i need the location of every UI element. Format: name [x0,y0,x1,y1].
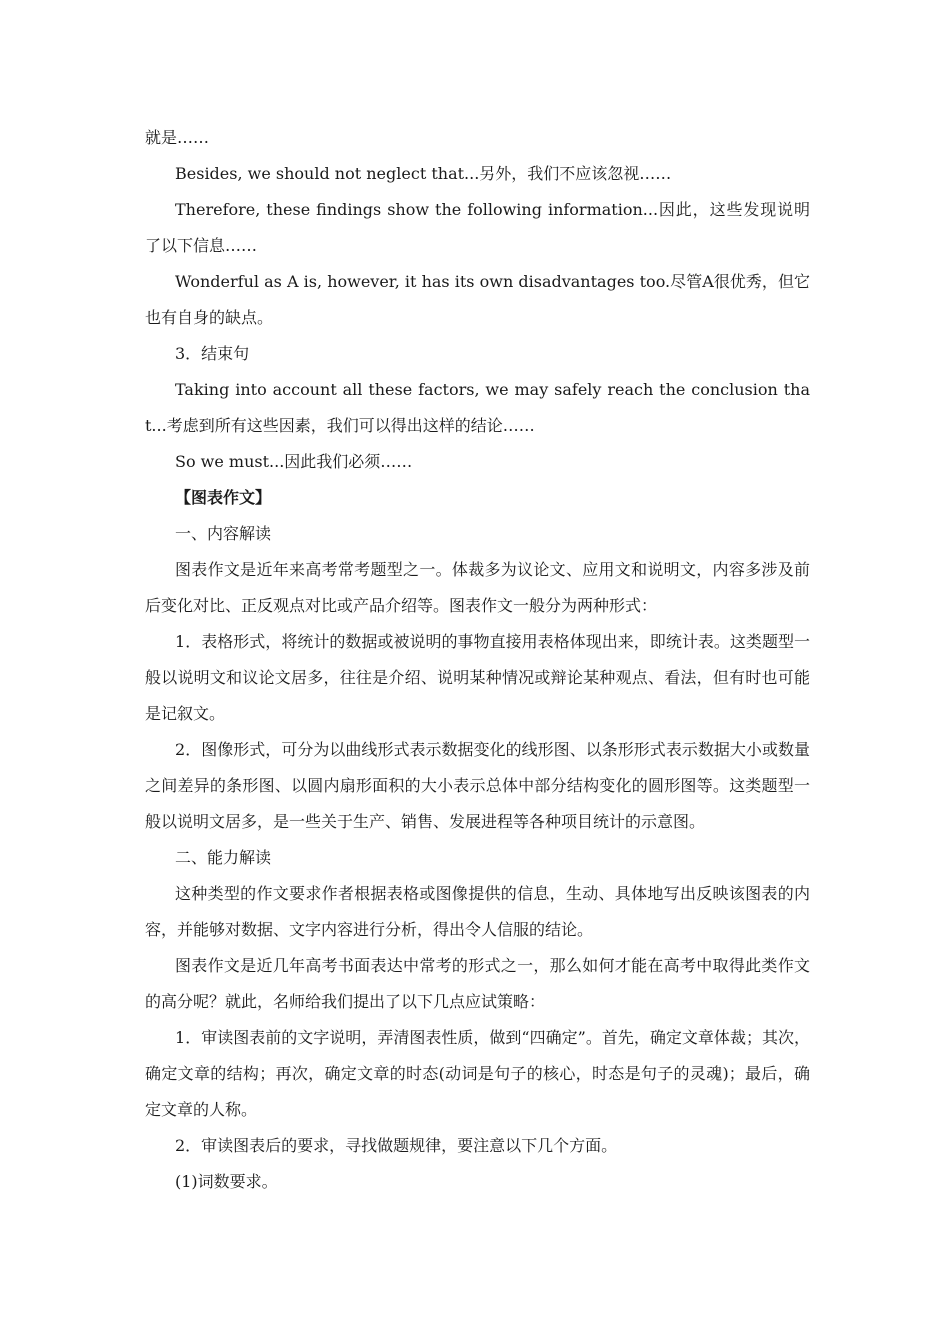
paragraph-continuation: 就是…… [145,128,210,147]
paragraph-strategy-1: 1．审读图表前的文字说明，弄清图表性质，做到“四确定”。首先，确定文章体裁；其次，确定文章的结构；再次，确定文章的时态(动词是句子的核心，时态是句子的灵魂)；最后，确定文章的人称。 [145,1028,810,1119]
paragraph-wonderful: Wonderful as A is, however, it has its own disadvantages too.尽管A很优秀，但它也有自身的缺点。 [145,272,810,327]
paragraph-chart-essay-intro: 图表作文是近年来高考常考题型之一。体裁多为议论文、应用文和说明文，内容多涉及前后变化对比、正反观点对比或产品介绍等。图表作文一般分为两种形式： [145,560,810,615]
heading-ability-interpretation: 二、能力解读 [175,848,272,867]
paragraph-taking-into-account: Taking into account all these factors, we may safely reach the conclusion that...考虑到所有这些因素，我们可以得出这样的结论…… [145,380,810,435]
paragraph-therefore: Therefore, these findings show the following information...因此，这些发现说明了以下信息…… [145,200,810,255]
paragraph-word-count: (1)词数要求。 [175,1172,278,1191]
section-heading-closing-sentence: 3．结束句 [175,344,250,363]
document-body [145,120,810,1200]
heading-content-interpretation: 一、内容解读 [175,524,272,543]
paragraph-image-form: 2．图像形式，可分为以曲线形式表示数据变化的线形图、以条形形式表示数据大小或数量之间差异的条形图、以圆内扇形面积的大小表示总体中部分结构变化的圆形图等。这类题型一般以说明文居多，是一些关于生产、销售、发展进程等各种项目统计的示意图。 [145,740,810,831]
paragraph-so-we-must: So we must...因此我们必须…… [175,452,413,471]
paragraph-table-form: 1．表格形式，将统计的数据或被说明的事物直接用表格体现出来，即统计表。这类题型一般以说明文和议论文居多，往往是介绍、说明某种情况或辩论某种观点、看法，但有时也可能是记叙文。 [145,632,810,723]
section-title-chart-essay: 【图表作文】 [175,488,272,507]
paragraph-besides: Besides, we should not neglect that...另外，我们不应该忽视…… [175,164,672,183]
paragraph-strategy-2: 2．审读图表后的要求，寻找做题规律，要注意以下几个方面。 [175,1136,618,1155]
paragraph-requirements: 这种类型的作文要求作者根据表格或图像提供的信息，生动、具体地写出反映该图表的内容，并能够对数据、文字内容进行分析，得出令人信服的结论。 [145,884,810,939]
paragraph-strategies-intro: 图表作文是近几年高考书面表达中常考的形式之一，那么如何才能在高考中取得此类作文的高分呢？就此，名师给我们提出了以下几点应试策略： [145,956,810,1011]
